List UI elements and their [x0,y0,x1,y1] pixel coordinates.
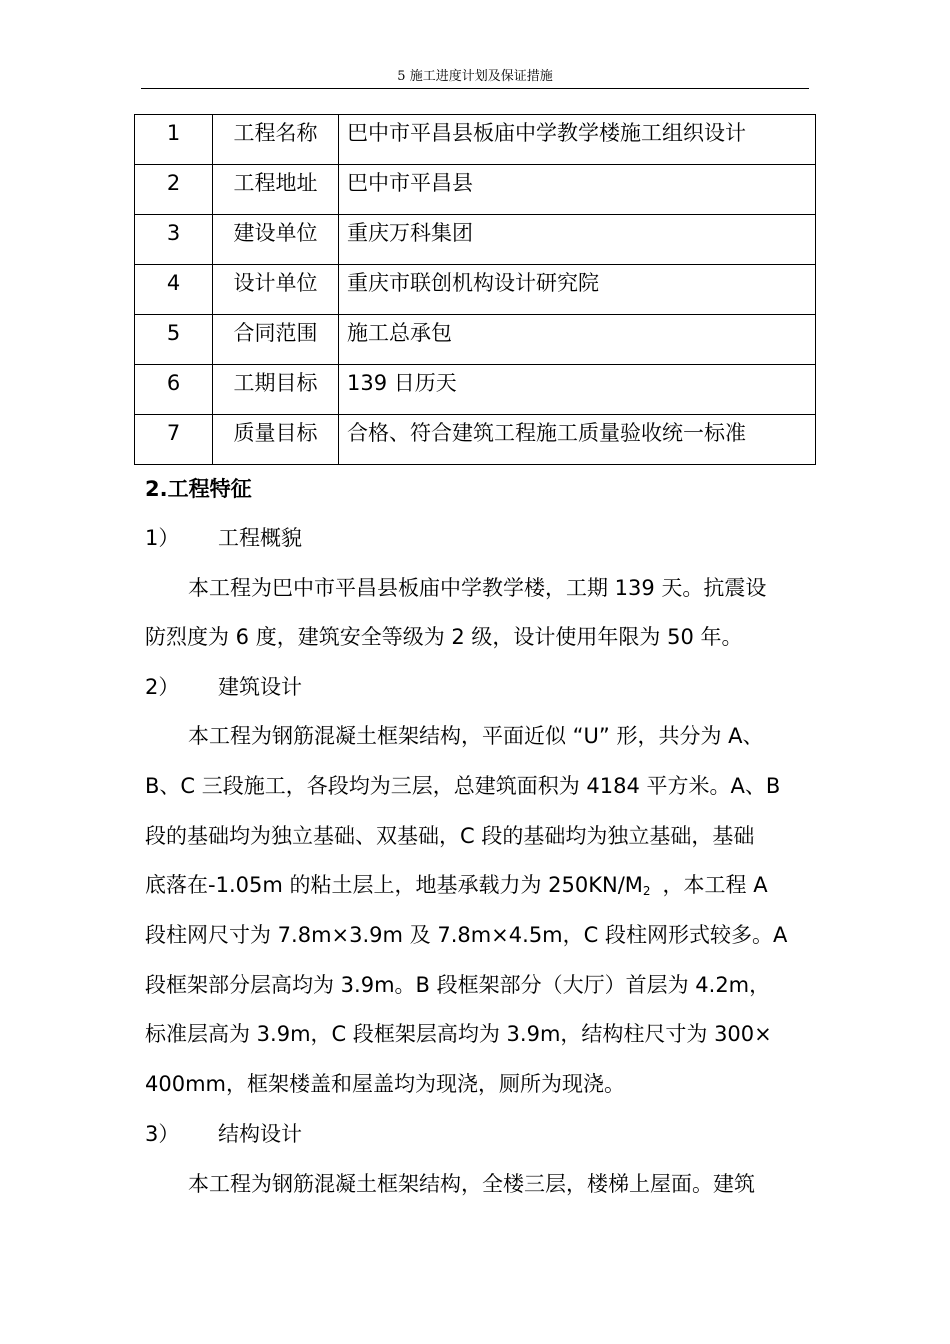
paragraph-line: 本工程为钢筋混凝土框架结构，平面近似 “U” 形，共分为 A、 [188,724,764,748]
table-row [135,315,816,365]
row-value: 合格、符合建筑工程施工质量验收统一标准 [339,415,816,465]
project-info-table [134,114,816,465]
table-row [135,415,816,465]
subsection-number: 3） [145,1122,180,1146]
row-value: 施工总承包 [339,315,816,365]
row-label: 质量目标 [213,415,339,465]
row-value: 重庆市联创机构设计研究院 [339,265,816,315]
row-value: 巴中市平昌县 [339,165,816,215]
subsection-title-overview [145,523,302,553]
subsection-number: 2） [145,675,180,699]
subsection-title: 工程概貌 [218,526,302,550]
section-heading: 2.工程特征 [145,477,252,501]
paragraph-line: 段的基础均为独立基础、双基础，C 段的基础均为独立基础，基础 [145,824,755,848]
subsection-title: 结构设计 [218,1122,302,1146]
paragraph-line: 400mm，框架楼盖和屋盖均为现浇，厕所为现浇。 [145,1072,625,1096]
table-row [135,365,816,415]
row-number: 2 [135,165,213,215]
row-label: 工程地址 [213,165,339,215]
table-row [135,215,816,265]
paragraph-line: 本工程为巴中市平昌县板庙中学教学楼，工期 139 天。抗震设 [188,576,767,600]
subsection-title: 建筑设计 [218,675,302,699]
paragraph-text: ，本工程 A [662,873,768,897]
row-number: 3 [135,215,213,265]
table-row [135,165,816,215]
row-number: 5 [135,315,213,365]
table-row [135,265,816,315]
header-rule [141,88,809,89]
running-header: 5 施工进度计划及保证措施 [397,69,553,84]
subsection-title-structure [145,1119,302,1149]
table-row [135,115,816,165]
paragraph-line: B、C 三段施工，各段均为三层，总建筑面积为 4184 平方米。A、B [145,774,781,798]
row-value: 重庆万科集团 [339,215,816,265]
paragraph-line: 段柱网尺寸为 7.8m×3.9m 及 7.8m×4.5m，C 段柱网形式较多。A [145,923,788,947]
row-value: 139 日历天 [339,365,816,415]
unit-subscript: 2 [642,884,651,898]
row-number: 7 [135,415,213,465]
row-label: 工程名称 [213,115,339,165]
paragraph-text: 底落在-1.05m 的粘土层上，地基承载力为 250KN/M [145,873,643,897]
row-number: 6 [135,365,213,415]
paragraph-line: 防烈度为 6 度，建筑安全等级为 2 级，设计使用年限为 50 年。 [145,625,743,649]
paragraph-line: 本工程为钢筋混凝土框架结构，全楼三层，楼梯上屋面。建筑 [188,1172,755,1196]
paragraph-line-bearing [145,870,768,906]
row-label: 建设单位 [213,215,339,265]
subsection-title-architecture [145,672,302,702]
row-number: 4 [135,265,213,315]
row-label: 设计单位 [213,265,339,315]
paragraph-line: 段框架部分层高均为 3.9m。B 段框架部分（大厅）首层为 4.2m， [145,973,771,997]
row-value: 巴中市平昌县板庙中学教学楼施工组织设计 [339,115,816,165]
row-number: 1 [135,115,213,165]
paragraph-line: 标准层高为 3.9m，C 段框架层高均为 3.9m，结构柱尺寸为 300× [145,1022,772,1046]
subsection-number: 1） [145,526,180,550]
row-label: 合同范围 [213,315,339,365]
row-label: 工期目标 [213,365,339,415]
